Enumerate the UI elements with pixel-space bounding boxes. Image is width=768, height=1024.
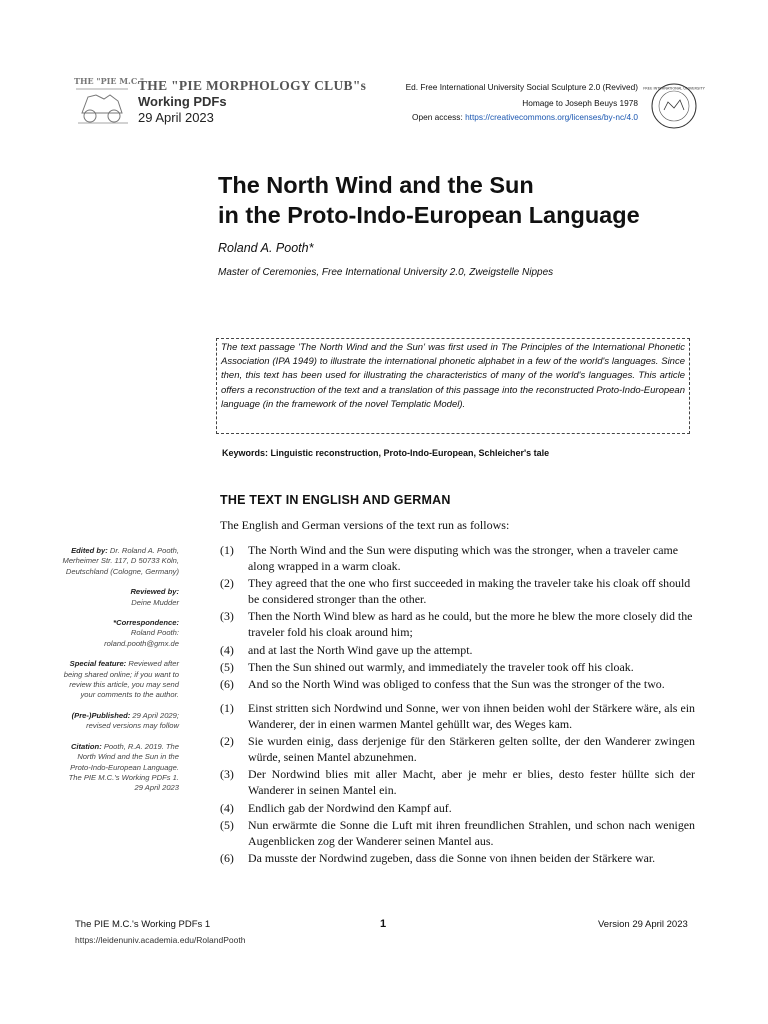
license-link[interactable]: https://creativecommons.org/licenses/by-nc/4.0 (465, 112, 638, 122)
edition-line: Ed. Free International University Social Sculpture 2.0 (Revived) (405, 82, 638, 92)
reviewed-by-note: Reviewed by: Deine Mudder (130, 587, 179, 607)
club-name: THE "PIE MORPHOLOGY CLUB"s (138, 78, 367, 93)
keywords: Keywords: Linguistic reconstruction, Proto-Indo-European, Schleicher's tale (222, 448, 550, 458)
correspondence-note: *Correspondence: Roland Pooth: roland.pooth@gmx.de (104, 618, 179, 648)
german-sentence: (4) Endlich gab der Nordwind den Kampf auf. (220, 800, 452, 815)
author: Roland A. Pooth* (218, 241, 314, 255)
footer-series: The PIE M.C.'s Working PDFs 1 (75, 919, 211, 930)
seal-text: FREE INTERNATIONAL UNIVERSITY (643, 86, 705, 91)
publication-date: 29 April 2023 (138, 110, 214, 125)
logo-text: THE "PIE M.C." (74, 76, 145, 86)
english-sentence: (5) Then the Sun shined out warmly, and immediately the traveler took off his cloak. (220, 659, 634, 674)
university-seal-icon (643, 82, 705, 130)
paper-title-line-2: in the Proto-Indo-European Language (218, 202, 640, 228)
section-intro: The English and German versions of the text run as follows: (220, 518, 510, 532)
german-sentence: (5) Nun erwärmte die Sonne die Luft mit ihren freundlichen Strahlen, und schon nach wenigen Augenblicken zog der Wanderer seinen Mantel aus. (220, 817, 695, 848)
open-access-label: Open access: (412, 112, 463, 122)
page-number: 1 (380, 918, 387, 930)
german-sentence: (2) Sie wurden einig, dass derjenige für den Stärkeren gelten sollte, der den Wanderer zwingen würde, seinen Mantel abzunehmen. (220, 734, 695, 765)
abstract-box (216, 338, 690, 434)
special-feature-note: Special feature: Reviewed after being shared online; if you want to review this article, you may send your comments to the author. (63, 659, 179, 700)
footer-url-link[interactable]: https://leidenuniv.academia.edu/RolandPooth (75, 935, 246, 945)
german-sentence: (6) Da musste der Nordwind zugeben, dass die Sonne von ihnen beiden der Stärkere war. (220, 850, 656, 865)
english-sentence: (1) The North Wind and the Sun were disputing which was the stronger, when a traveler came along wrapped in a warm cloak. (220, 543, 679, 573)
german-text-list (220, 700, 695, 867)
abstract-text: The text passage 'The North Wind and the Sun' was first used in The Principles of the International Phonetic Association (IPA 1949) to illustrate the international phonetic alphabet in a few of the world's languages. Since then, this text has been used for illustrating the characteristics of many of the world's languages. This article offers a reconstruction of the text and a translation of this passage into the reconstructed Proto-Indo-European language (in the framework of the novel Templatic Model). (221, 342, 685, 410)
paper-title-line-1: The North Wind and the Sun (218, 172, 534, 198)
homage-line: Homage to Joseph Beuys 1978 (522, 98, 638, 108)
footer-version: Version 29 April 2023 (598, 919, 688, 930)
english-sentence: (2) They agreed that the one who first succeeded in making the traveler take his cloak off should be considered stronger than the other. (220, 576, 691, 607)
english-text-list (220, 542, 695, 693)
series-name: Working PDFs (138, 94, 227, 109)
section-heading: THE TEXT IN ENGLISH AND GERMAN (220, 493, 451, 507)
english-sentence: (3) Then the North Wind blew as hard as he could, but the more he blew the more closely did the traveler fold his cloak around him; (220, 609, 693, 640)
published-note: (Pre-)Published: 29 April 2029; revised versions may follow (71, 710, 179, 731)
club-logo-icon (74, 75, 145, 125)
german-sentence: (3) Der Nordwind blies mit aller Macht, aber je mehr er blies, desto fester hüllte sich der Wanderer in seinen Mantel ein. (220, 767, 695, 798)
open-access-line (412, 112, 638, 122)
affiliation: Master of Ceremonies, Free International University 2.0, Zweigstelle Nippes (218, 267, 554, 278)
citation-note: Citation: Pooth, R.A. 2019. The North Wind and the Sun in the Proto-Indo-European Language. The PIE M.C.'s Working PDFs 1. 29 April 2023 (68, 741, 179, 793)
english-sentence: (4) and at last the North Wind gave up the attempt. (220, 642, 473, 657)
edited-by-note: Edited by: Dr. Roland A. Pooth, Merheimer Str. 117, D 50733 Köln, Deutschland (Cologne, Germany) (62, 546, 179, 576)
sidebar-notes (60, 546, 179, 804)
german-sentence: (1) Einst stritten sich Nordwind und Sonne, wer von ihnen beiden wohl der Stärkere wäre, als ein Wanderer, der in einen warmen Mantel gehüllt war, des Weges kam. (220, 701, 695, 731)
english-sentence: (6) And so the North Wind was obliged to confess that the Sun was the stronger of the two. (220, 676, 665, 691)
